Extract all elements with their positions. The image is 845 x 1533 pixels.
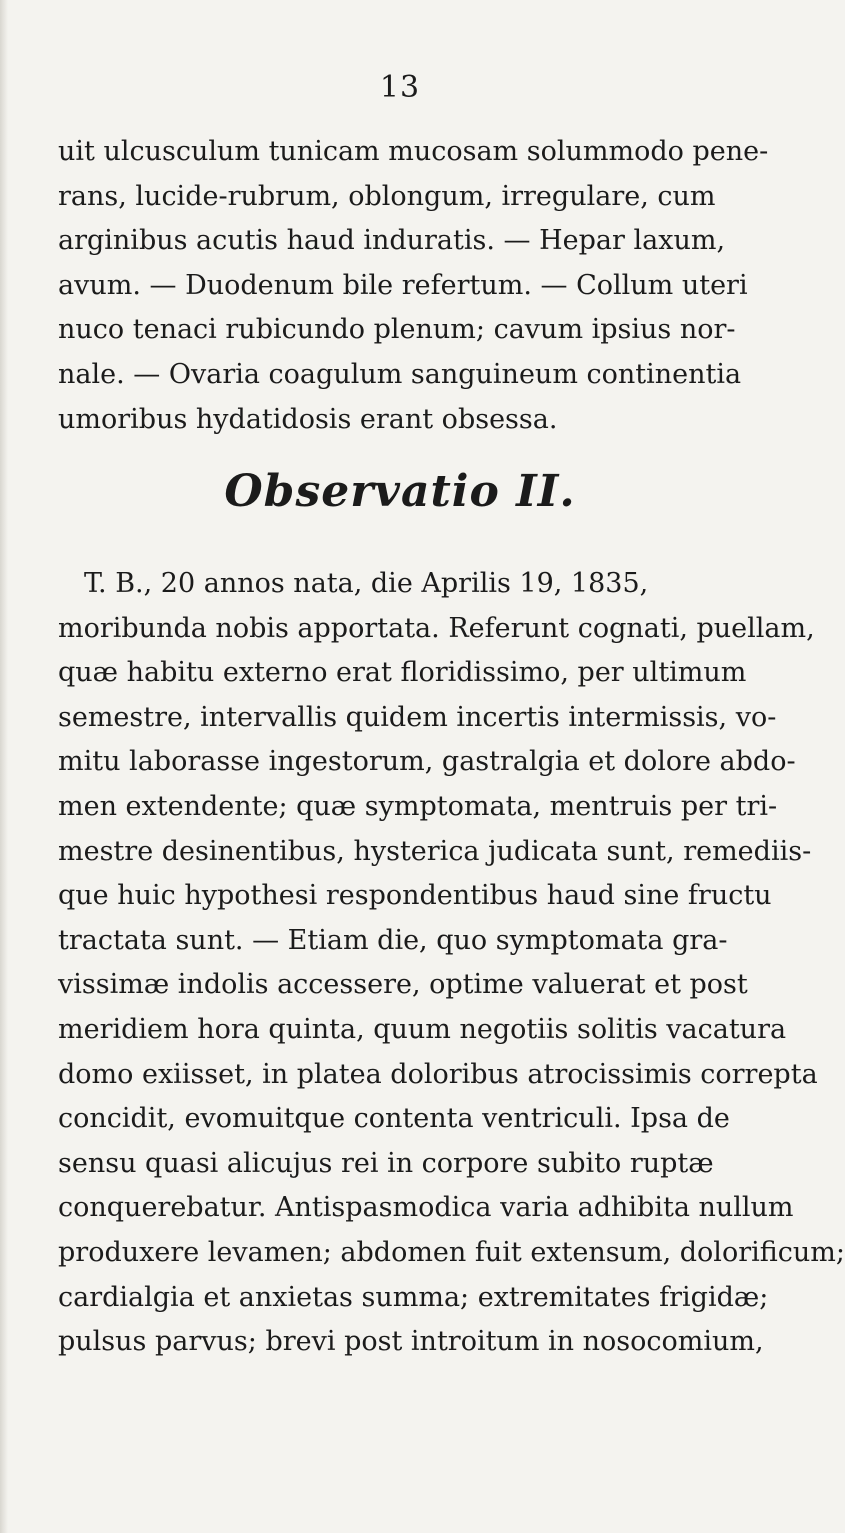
text-line: meridiem hora quinta, quum negotiis solitis vacatura xyxy=(58,1013,787,1045)
paragraph-1 xyxy=(58,130,769,442)
text-line: vissimæ indolis accessere, optime valuerat et post xyxy=(58,969,748,1001)
text-line: mestre desinentibus, hysterica judicata sunt, remediis- xyxy=(58,835,812,867)
text-line: produxere levamen; abdomen fuit extensum, dolorificum; xyxy=(58,1236,845,1268)
text-line: que huic hypothesi respondentibus haud sine fructu xyxy=(58,880,772,912)
text-line: moribunda nobis apportata. Referunt cognati, puellam, xyxy=(58,612,815,644)
text-line: conquerebatur. Antispasmodica varia adhibita nullum xyxy=(58,1192,794,1224)
text-line: mitu laborasse ingestorum, gastralgia et dolore abdo- xyxy=(58,746,796,778)
text-line: concidit, evomuitque contenta ventriculi. Ipsa de xyxy=(58,1103,730,1135)
text-line: sensu quasi alicujus rei in corpore subito ruptæ xyxy=(58,1147,714,1179)
text-line: semestre, intervallis quidem incertis intermissis, vo- xyxy=(58,701,777,733)
text-line: quæ habitu externo erat floridissimo, per ultimum xyxy=(58,657,747,689)
text-line: cardialgia et anxietas summa; extremitates frigidæ; xyxy=(58,1281,769,1313)
text-line: rans, lucide-rubrum, oblongum, irregulare, cum xyxy=(58,180,716,212)
text-line: domo exiisset, in platea doloribus atrocissimis correpta xyxy=(58,1058,818,1090)
text-line: avum. — Duodenum bile refertum. — Collum uteri xyxy=(58,269,748,301)
page-binding-edge xyxy=(0,0,8,1533)
paragraph-2 xyxy=(58,562,845,1365)
text-line: umoribus hydatidosis erant obsessa. xyxy=(58,403,558,435)
text-line: T. B., 20 annos nata, die Aprilis 19, 1835, xyxy=(84,568,649,599)
text-line: pulsus parvus; brevi post introitum in nosocomium, xyxy=(58,1326,764,1358)
text-line: uit ulcusculum tunicam mucosam solummodo pene- xyxy=(58,136,769,167)
text-line: tractata sunt. — Etiam die, quo symptomata gra- xyxy=(58,924,728,956)
text-line: nuco tenaci rubicundo plenum; cavum ipsius nor- xyxy=(58,314,736,346)
text-line: nale. — Ovaria coagulum sanguineum continentia xyxy=(58,358,742,390)
text-line: men extendente; quæ symptomata, mentruis per tri- xyxy=(58,790,778,822)
text-line: arginibus acutis haud induratis. — Hepar laxum, xyxy=(58,225,726,257)
page-number: 13 xyxy=(379,70,421,105)
section-heading: Observatio II. xyxy=(224,466,576,517)
